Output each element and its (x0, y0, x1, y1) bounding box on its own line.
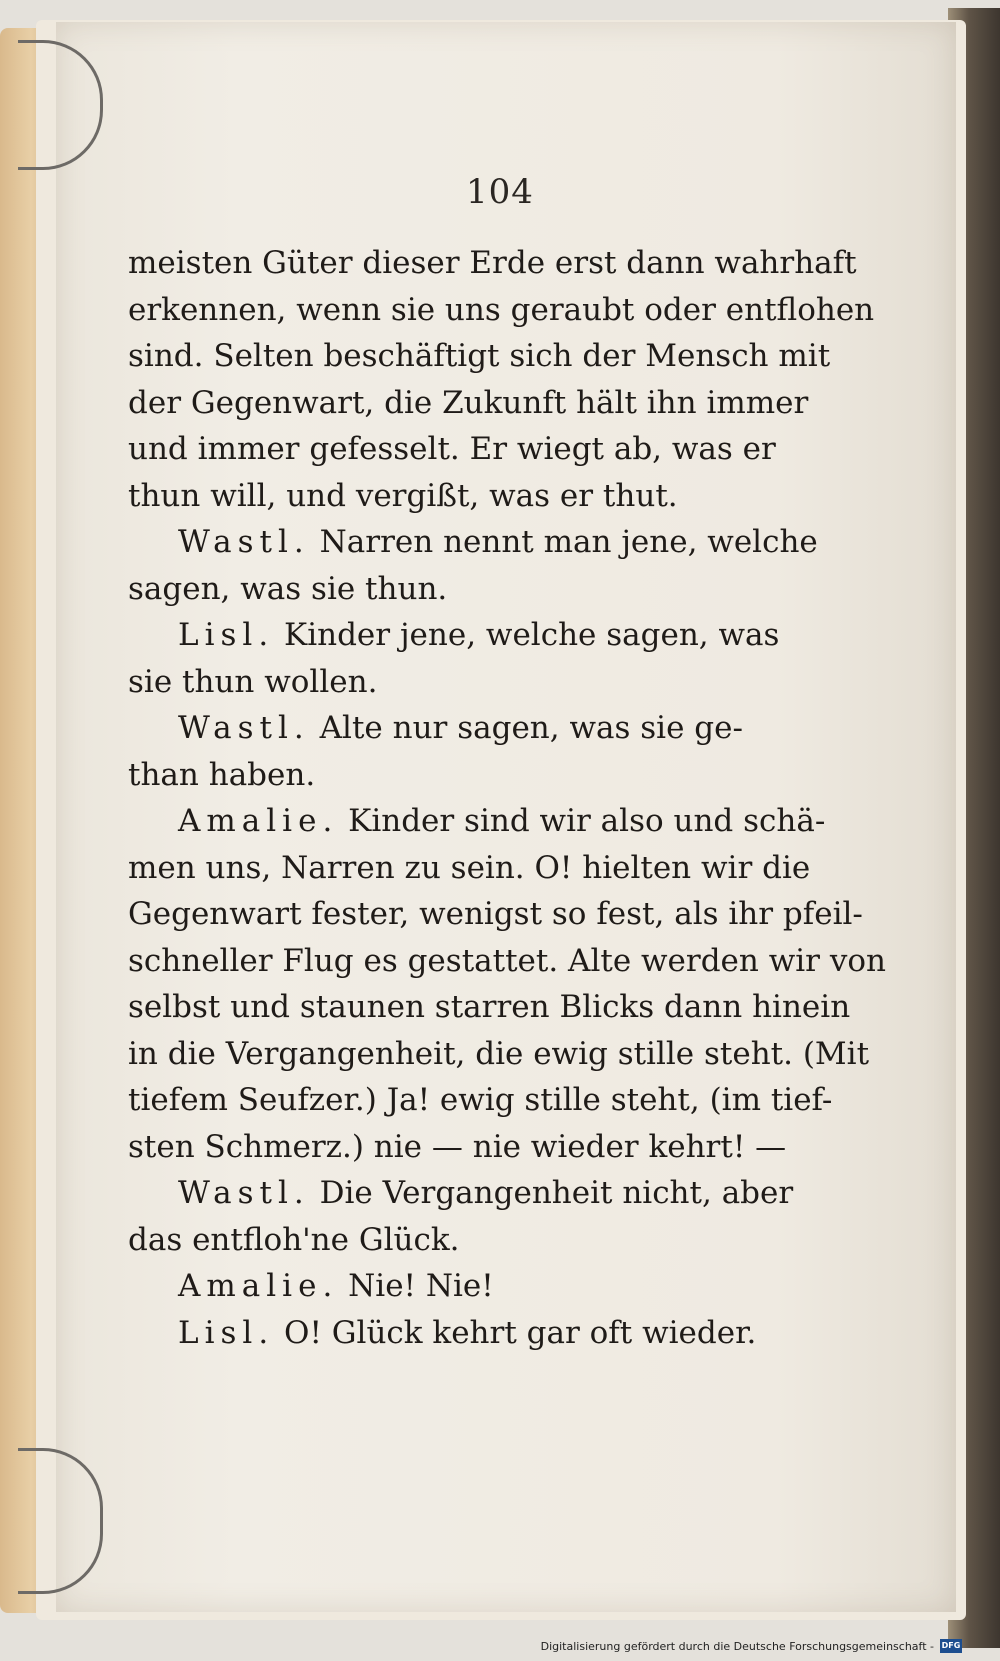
line-text: O! Glück kehrt gar oft wieder. (284, 1314, 757, 1351)
line-text: thun will, und vergißt, was er thut. (128, 477, 678, 514)
dfg-logo: DFG (940, 1639, 962, 1653)
digitization-footer: Digitalisierung gefördert durch die Deutsche Forschungsgemeinschaft - (540, 1640, 934, 1653)
text-line (128, 845, 828, 892)
page-number: 104 (466, 172, 534, 212)
text-line (128, 333, 831, 380)
text-line (128, 891, 863, 938)
line-text: Narren nennt man jene, welche (319, 524, 818, 560)
text-line (128, 798, 828, 845)
text-line (128, 426, 828, 473)
line-text: sagen, was sie thun. (128, 570, 448, 607)
speaker-name: Lisl. (178, 617, 275, 653)
speaker-name: Lisl. (178, 1314, 275, 1351)
line-text: Nie! Nie! (348, 1268, 494, 1304)
text-line (128, 287, 875, 334)
text-line (128, 1124, 828, 1171)
text-line (128, 1170, 828, 1217)
line-text: Kinder jene, welche sagen, was (284, 617, 780, 653)
line-text: schneller Flug es gestattet. Alte werden wir von (128, 942, 886, 979)
speaker-name: Amalie. (178, 1268, 339, 1304)
speaker-name: Wastl. (178, 524, 310, 560)
line-text: das entfloh'ne Glück. (128, 1221, 460, 1258)
text-line (128, 659, 828, 706)
line-text: Die Vergangenheit nicht, aber (319, 1175, 794, 1211)
line-text: Alte nur sagen, was sie ge- (319, 710, 743, 746)
speaker-name: Wastl. (178, 710, 310, 746)
text-line (128, 1077, 833, 1124)
text-line (128, 984, 851, 1031)
text-line (128, 1263, 828, 1310)
line-text: Kinder sind wir also und schä- (348, 803, 826, 839)
text-line (128, 1031, 870, 1078)
line-text: erkennen, wenn sie uns geraubt oder entflohen (128, 291, 875, 328)
speaker-name: Wastl. (178, 1175, 310, 1211)
line-text: meisten Güter dieser Erde erst dann wahrhaft (128, 245, 857, 281)
text-line (128, 519, 828, 566)
line-text: selbst und staunen starren Blicks dann hinein (128, 989, 851, 1025)
text-line (128, 566, 828, 613)
line-text: men uns, Narren zu sein. O! hielten wir die (128, 849, 811, 886)
line-text: in die Vergangenheit, die ewig stille steht. (Mit (128, 1035, 870, 1072)
text-line (128, 240, 857, 287)
line-text: sie thun wollen. (128, 663, 378, 700)
text-line (128, 380, 828, 427)
line-text: Gegenwart fester, wenigst so fest, als ihr pfeil- (128, 896, 863, 932)
text-line (128, 1217, 828, 1264)
text-line (128, 1310, 828, 1357)
line-text: und immer gefesselt. Er wiegt ab, was er (128, 431, 776, 467)
line-text: tiefem Seufzer.) Ja! ewig stille steht, (im tief- (128, 1082, 833, 1118)
text-line (128, 752, 828, 799)
speaker-name: Amalie. (178, 803, 339, 839)
line-text: der Gegenwart, die Zukunft hält ihn immer (128, 384, 809, 421)
text-line (128, 473, 828, 520)
text-line (128, 612, 828, 659)
text-line (128, 938, 886, 985)
text-line (128, 705, 828, 752)
line-text: sten Schmerz.) nie — nie wieder kehrt! — (128, 1128, 787, 1165)
page-text (128, 240, 886, 1356)
line-text: sind. Selten beschäftigt sich der Mensch mit (128, 338, 831, 374)
line-text: than haben. (128, 756, 316, 793)
